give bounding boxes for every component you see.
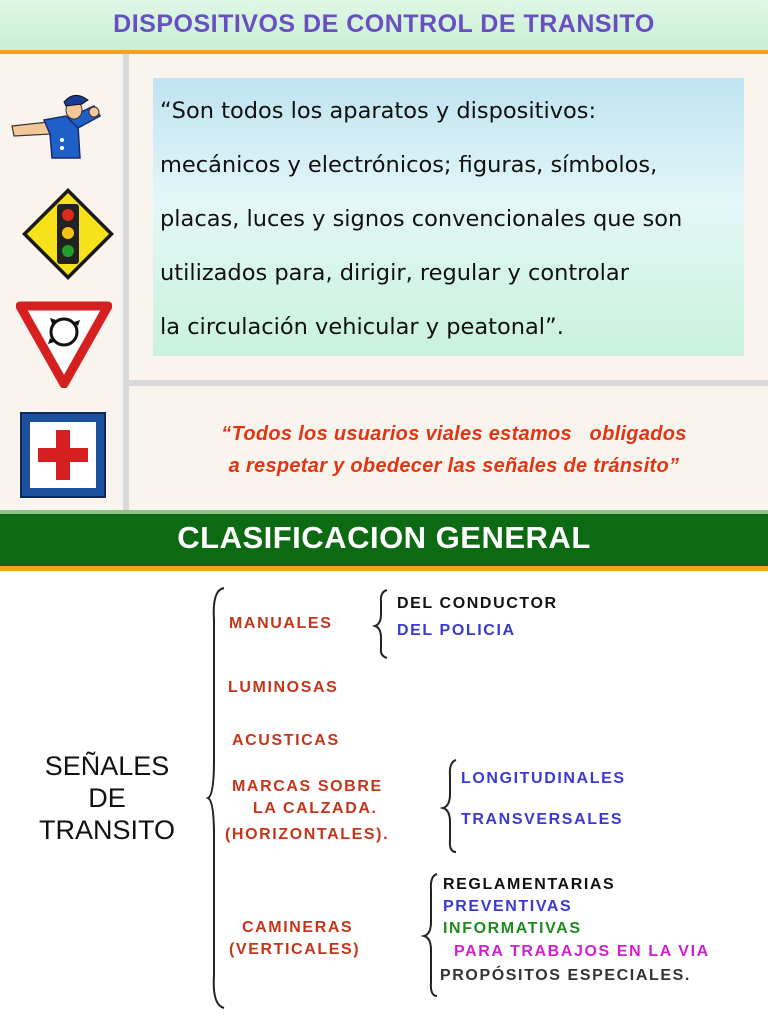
root-line-3: TRANSITO bbox=[38, 815, 175, 845]
root-line-1: SEÑALES bbox=[44, 751, 170, 781]
definition-line-4: utilizados para, dirigir, regular y controlar bbox=[160, 260, 629, 286]
page-title: DISPOSITIVOS DE CONTROL DE TRANSITO bbox=[113, 10, 655, 38]
traffic-light-sign-icon bbox=[20, 186, 116, 282]
camineras-trabajos-en-la-via: PARA TRABAJOS EN LA VIA bbox=[454, 943, 710, 960]
camineras-informativas: INFORMATIVAS bbox=[443, 920, 582, 937]
definition-text bbox=[160, 84, 738, 354]
obligation-quote bbox=[150, 418, 758, 482]
category-marcas-line-3: (HORIZONTALES). bbox=[225, 826, 390, 843]
marcas-transversales: TRANSVERSALES bbox=[461, 811, 624, 828]
manuales-del-policia: DEL POLICIA bbox=[397, 622, 516, 639]
category-marcas-line-1: MARCAS SOBRE bbox=[232, 778, 383, 795]
red-cross-sign-icon bbox=[20, 412, 106, 498]
definition-line-5: la circulación vehicular y peatonal”. bbox=[160, 314, 564, 340]
camineras-preventivas: PREVENTIVAS bbox=[443, 898, 573, 915]
traffic-police-icon bbox=[8, 88, 118, 168]
quote-line-2: a respetar y obedecer las señales de tránsito” bbox=[228, 455, 680, 477]
vertical-divider bbox=[123, 54, 129, 510]
camineras-reglamentarias: REGLAMENTARIAS bbox=[443, 876, 616, 893]
horizontal-divider bbox=[128, 380, 768, 386]
camineras-brace bbox=[424, 874, 437, 996]
manuales-del-conductor: DEL CONDUCTOR bbox=[397, 595, 558, 612]
marcas-brace bbox=[443, 760, 456, 852]
manuales-brace bbox=[375, 590, 387, 658]
definition-line-3: placas, luces y signos convencionales que son bbox=[160, 206, 683, 232]
definition-line-2: mecánicos y electrónicos; figuras, símbolos, bbox=[160, 152, 658, 178]
section-title: CLASIFICACION GENERAL bbox=[177, 520, 591, 555]
camineras-propositos-especiales: PROPÓSITOS ESPECIALES. bbox=[440, 967, 691, 984]
definition-line-1: “Son todos los aparatos y dispositivos: bbox=[160, 98, 597, 124]
category-manuales: MANUALES bbox=[229, 615, 333, 632]
category-camineras-line-1: CAMINERAS bbox=[242, 919, 354, 936]
category-camineras-line-2: (VERTICALES) bbox=[229, 941, 361, 958]
root-line-2: DE bbox=[88, 783, 126, 813]
category-marcas-line-2: LA CALZADA. bbox=[253, 800, 378, 817]
quote-line-1: “Todos los usuarios viales estamos obligados bbox=[221, 423, 687, 445]
category-luminosas: LUMINOSAS bbox=[228, 679, 339, 696]
roundabout-yield-sign-icon bbox=[16, 300, 112, 388]
category-acusticas: ACUSTICAS bbox=[232, 732, 340, 749]
main-brace bbox=[208, 588, 224, 1008]
marcas-longitudinales: LONGITUDINALES bbox=[461, 770, 626, 787]
